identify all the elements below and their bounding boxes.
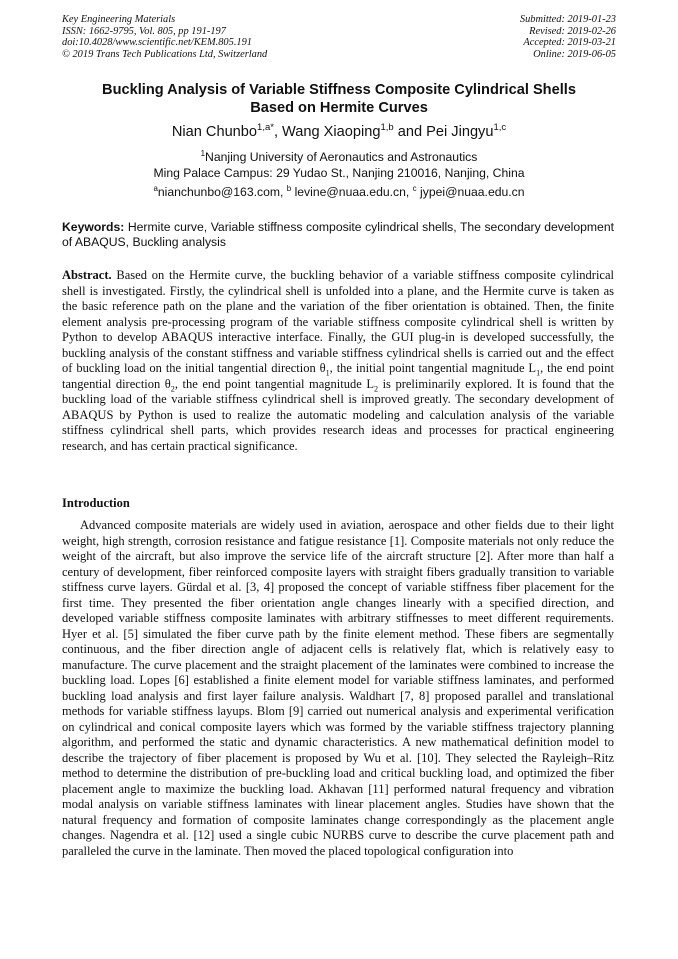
keywords-block <box>62 220 614 249</box>
affiliation <box>62 149 616 181</box>
online-date: Online: 2019-06-05 <box>533 48 616 60</box>
paper-title <box>62 82 616 117</box>
email-c-marker: c <box>412 183 417 193</box>
author-1: Nian Chunbo <box>171 124 258 140</box>
abstract-text: , the end point tangential direction θ <box>62 361 614 391</box>
issn-line: ISSN: 1662-9795, Vol. 805, pp 191-197 <box>62 25 226 37</box>
journal-header <box>62 14 267 60</box>
author-separator: , <box>273 124 283 140</box>
author-emails <box>62 184 616 200</box>
title-line-1: Buckling Analysis of Variable Stiffness Composite Cylindrical Shells <box>102 82 576 98</box>
subscript: 1 <box>325 368 330 378</box>
title-line-2: Based on Hermite Curves <box>250 99 428 116</box>
abstract-text: Based on the Hermite curve, the buckling behavior of a variable stiffness composite cylindrical shell is investigated. Firstly, the cylindrical shell is unfolded into a plane, and the Hermite curve is taken as the basic reference path on the plane and the variation of the fiber orientation is obtained. Then, the finite element analysis pre-processing program of the variable stiffness composite cylindrical shell is written by Python to develop ABAQUS interactive interface. Finally, the GUI plug-in is developed successfully, the buckling analysis of the constant stiffness and variable stiffness cylindrical shells is carried out and the effect of buckling load on the initial tangential direction θ <box>62 268 614 375</box>
affiliation-address: Ming Palace Campus: 29 Yudao St., Nanjing 210016, Nanjing, China <box>153 166 525 180</box>
author-separator: and <box>393 124 427 140</box>
accepted-date: Accepted: 2019-03-21 <box>523 37 616 48</box>
abstract-text: is preliminarily explored. It is found that the buckling load of the variable stiffness cylindrical shell is improved greatly. The secondary development of ABAQUS by Python is used to realize the automatic modeling and calculation analysis of the variable stiffness cylindrical shell parts, which provides research ideas and processes for practical engineering research, and has certain practical significance. <box>62 376 615 453</box>
subscript: 1 <box>536 368 541 378</box>
revised-date: Revised: 2019-02-26 <box>529 25 616 37</box>
subscript: 2 <box>170 384 175 393</box>
email-a[interactable]: nianchunbo@163.com, <box>157 185 287 199</box>
abstract-text: , the end point tangential magnitude L <box>174 376 374 391</box>
submitted-date: Submitted: 2019-01-23 <box>519 14 616 25</box>
author-1-affil: 1,a* <box>257 122 274 134</box>
copyright-line: © 2019 Trans Tech Publications Ltd, Switzerland <box>62 48 268 60</box>
author-list <box>62 123 616 141</box>
email-c[interactable]: jypei@nuaa.edu.cn <box>416 185 525 199</box>
author-2: Wang Xiaoping <box>282 124 381 140</box>
journal-name: Key Engineering Materials <box>62 14 176 25</box>
abstract-block <box>62 268 614 454</box>
author-3-affil: 1,c <box>493 122 507 134</box>
email-b-marker: b <box>286 183 292 193</box>
keywords-text: Hermite curve, Variable stiffness composite cylindrical shells, The secondary development of ABAQUS, Buckling analysis <box>62 220 614 249</box>
abstract-text: , the initial point tangential magnitude L <box>329 361 537 375</box>
affiliation-marker: 1 <box>200 148 206 158</box>
author-3: Pei Jingyu <box>426 124 494 140</box>
doi-line: doi:10.4028/www.scientific.net/KEM.805.191 <box>62 37 252 48</box>
introduction-heading: Introduction <box>62 496 130 510</box>
email-b[interactable]: levine@nuaa.edu.cn, <box>291 185 413 199</box>
introduction-paragraph: Advanced composite materials are widely used in aviation, aerospace and other fields due to their light weight, high strength, corrosion resistance and fatigue resistance [1]. Composite materials not only reduce the weight of the aircraft, but also improve the service life of the aircraft structure [2]. After more than half a century of development, fiber reinforced composite layers with straight fibers gradually transition to variable stiffness curve layers. Gürdal et al. [3, 4] proposed the concept of variable stiffness fiber placement for the first time. They presented the fiber orientation angle changes linearly with a specified direction, and developed variable stiffness composite laminates with arbitrary stiffnesses to meet different requirements. Hyer et al. [5] simulated the fiber curve path by the finite element method. These fibers are segmentally continuous, and the fiber direction angle of adjacent cells is relatively flat, which is relatively easy to manufacture. The curve placement and the straight placement of the laminates were combined to increase the buckling load. Lopes [6] established a finite element model for variable stiffness laminates, and performed buckling load analysis and first layer failure analysis. Waldhart [7, 8] proposed parallel and translational methods for variable stiffness layups. Blom [9] carried out numerical analysis and experimental verification on cylindrical and conical composite layers which was formed by the variable stiffness trajectory planning algorithm, and performed the static and dynamic characteristics. A new mathematical definition model to describe the trajectory of fiber placement is proposed by Wu et al. [10]. They selected the Rayleigh–Ritz method to determine the distribution of pre-buckling load and critical buckling load, and optimized the fiber placement angle to maximize the buckling load. Akhavan [11] performed natural frequency and vibration modal analysis on variable stiffness laminates with linear placement angles. Studies have shown that the natural frequency and formation of composite laminates change correspondingly as the placement angle changes. Nagendra et al. [12] used a single cubic NURBS curve to describe the curve placement path and paralleled the curve in the laminate. Then moved the placed topological configuration into <box>62 518 614 858</box>
subscript: 2 <box>373 384 379 393</box>
dates-header <box>520 14 616 60</box>
affiliation-institution: Nanjing University of Aeronautics and Astronautics <box>205 150 478 164</box>
abstract-label: Abstract. <box>62 268 112 282</box>
keywords-label: Keywords: <box>62 220 125 234</box>
email-a-marker: a <box>153 183 158 193</box>
author-2-affil: 1,b <box>380 122 394 134</box>
